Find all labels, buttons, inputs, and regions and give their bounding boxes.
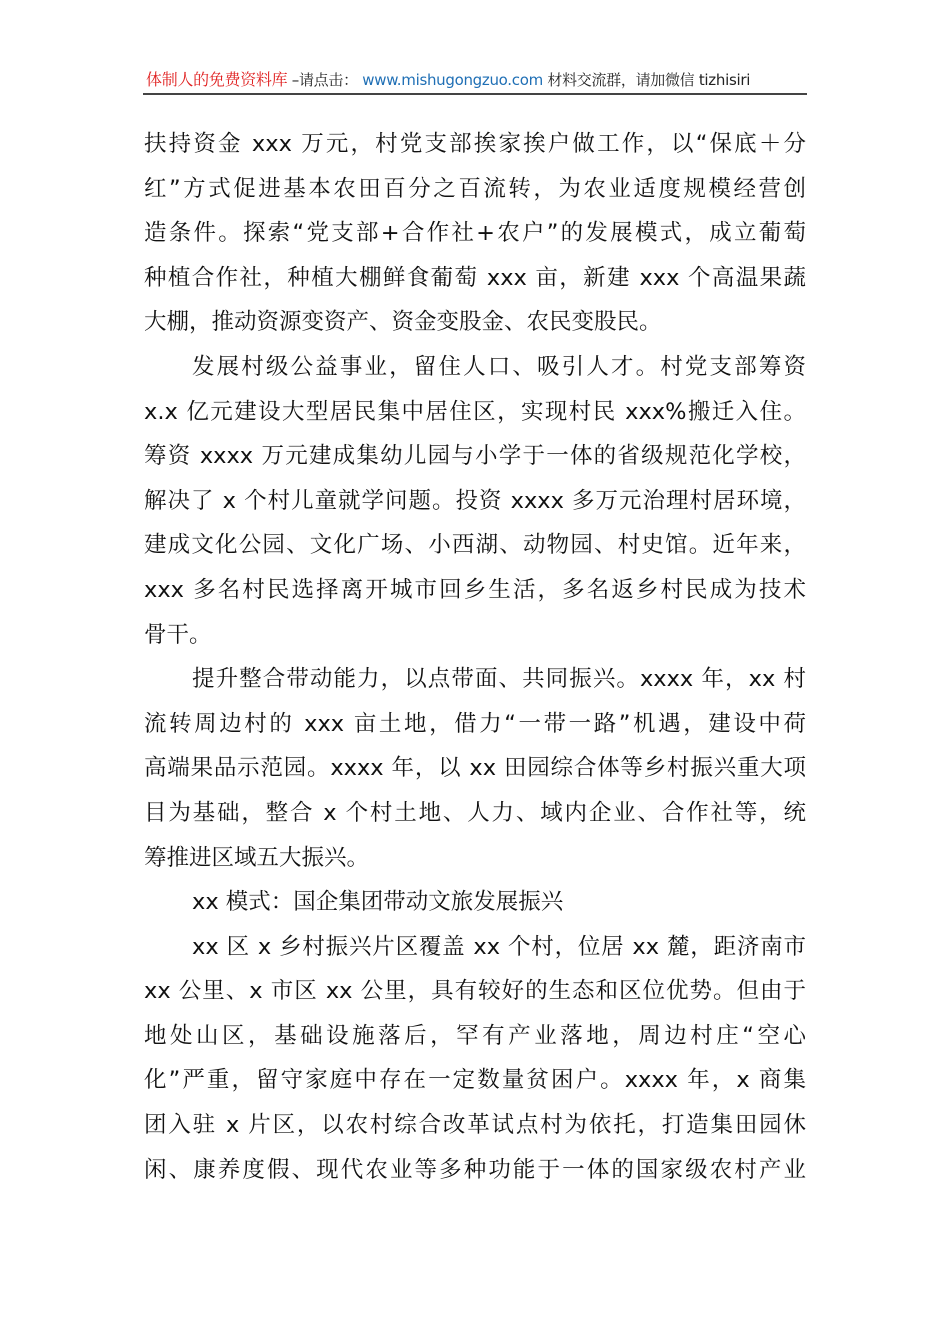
header-divider xyxy=(143,93,807,95)
text-line: xx 模式：国企集团带动文旅发展振兴 xyxy=(192,889,564,916)
header-brand: 体制人的免费资料库 xyxy=(146,70,288,89)
text-line: 骨干。 xyxy=(144,621,212,648)
text-line: 流转周边村的 xxx 亩土地，借力“一带一路”机遇，建设中荷 xyxy=(144,710,806,737)
text-line: 建成文化公园、文化广场、小西湖、动物园、村史馆。近年来， xyxy=(144,532,806,559)
text-line: 解决了 x 个村儿童就学问题。投资 xxxx 多万元治理村居环境， xyxy=(144,487,806,514)
text-line: 种植合作社，种植大棚鲜食葡萄 xxx 亩，新建 xxx 个高温果蔬 xyxy=(144,264,806,291)
text-line: 筹推进区域五大振兴。 xyxy=(144,844,370,871)
text-line: 闲、康养度假、现代农业等多种功能于一体的国家级农村产业 xyxy=(144,1156,806,1183)
text-line: 化”严重，留守家庭中存在一定数量贫困户。xxxx 年，x 商集 xyxy=(144,1067,806,1094)
text-line: 目为基础，整合 x 个村土地、人力、域内企业、合作社等，统 xyxy=(144,799,806,826)
text-line: x.x 亿元建设大型居民集中居住区，实现村民 xxx%搬迁入住。 xyxy=(144,398,806,425)
text-line: 筹资 xxxx 万元建成集幼儿园与小学于一体的省级规范化学校， xyxy=(144,443,806,470)
text-line: xx 公里、x 市区 xx 公里，具有较好的生态和区位优势。但由于 xyxy=(144,978,806,1005)
text-line: 提升整合带动能力，以点带面、共同振兴。xxxx 年，xx 村 xyxy=(192,666,806,693)
header-prompt: –请点击： xyxy=(291,71,358,89)
document-body xyxy=(144,122,806,1192)
text-line: 团入驻 x 片区，以农村综合改革试点村为依托，打造集田园休 xyxy=(144,1112,806,1139)
text-line: 大棚，推动资源变资产、资金变股金、农民变股民。 xyxy=(144,309,662,336)
text-line: xxx 多名村民选择离开城市回乡生活，多名返乡村民成为技术 xyxy=(144,576,806,603)
text-line: 地处山区，基础设施落后，罕有产业落地，周边村庄“空心 xyxy=(144,1022,806,1049)
header-url-link[interactable]: www.mishugongzuo.com xyxy=(362,71,543,89)
text-line: 扶持资金 xxx 万元，村党支部挨家挨户做工作，以“保底＋分 xyxy=(144,131,806,157)
text-line: xx 区 x 乡村振兴片区覆盖 xx 个村，位居 xx 麓，距济南市 xyxy=(192,933,806,960)
page-header xyxy=(146,68,806,92)
text-line: 发展村级公益事业，留住人口、吸引人才。村党支部筹资 xyxy=(192,353,806,380)
header-note: 材料交流群，请加微信 tizhisiri xyxy=(547,71,751,89)
text-line: 高端果品示范园。xxxx 年，以 xx 田园综合体等乡村振兴重大项 xyxy=(144,755,806,782)
text-line: 红”方式促进基本农田百分之百流转，为农业适度规模经营创 xyxy=(144,175,806,202)
text-line: 造条件。探索“党支部+合作社+农户”的发展模式，成立葡萄 xyxy=(144,220,806,247)
